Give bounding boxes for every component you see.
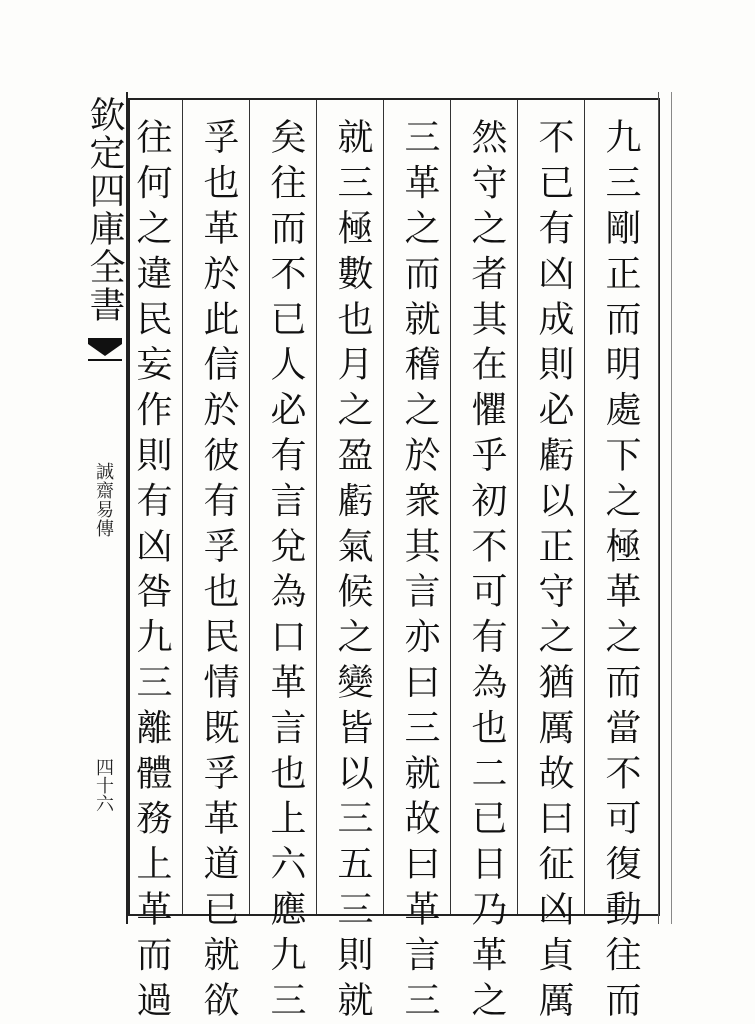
collection-title: 欽定四庫全書 — [84, 96, 125, 324]
text-column-3: 然守之者其在懼乎初不可有為也二已日乃革之 — [466, 118, 507, 1026]
text-column-1: 九三剛正而明處下之極革之而當不可復動往而 — [600, 118, 641, 1026]
text-column-5: 就三極數也月之盈虧氣候之變皆以三五三則就 — [332, 118, 373, 1026]
text-column-8: 往何之違民妄作則有凶咎九三離體務上革而過 — [131, 118, 172, 1026]
book-title: 誠齋易傳 — [93, 462, 114, 538]
page-number: 四十六 — [93, 758, 114, 812]
text-column-4: 三革之而就稽之於衆其言亦曰三就故曰革言三 — [399, 118, 440, 1026]
page-edge — [658, 92, 672, 924]
text-column-2: 不已有凶成則必虧以正守之猶厲故曰征凶貞厲 — [533, 118, 574, 1026]
text-column-7: 孚也革於此信於彼有孚也民情既孚革道已就欲 — [198, 118, 239, 1026]
text-column-6: 矣往而不已人必有言兌為口革言也上六應九三 — [265, 118, 306, 1026]
